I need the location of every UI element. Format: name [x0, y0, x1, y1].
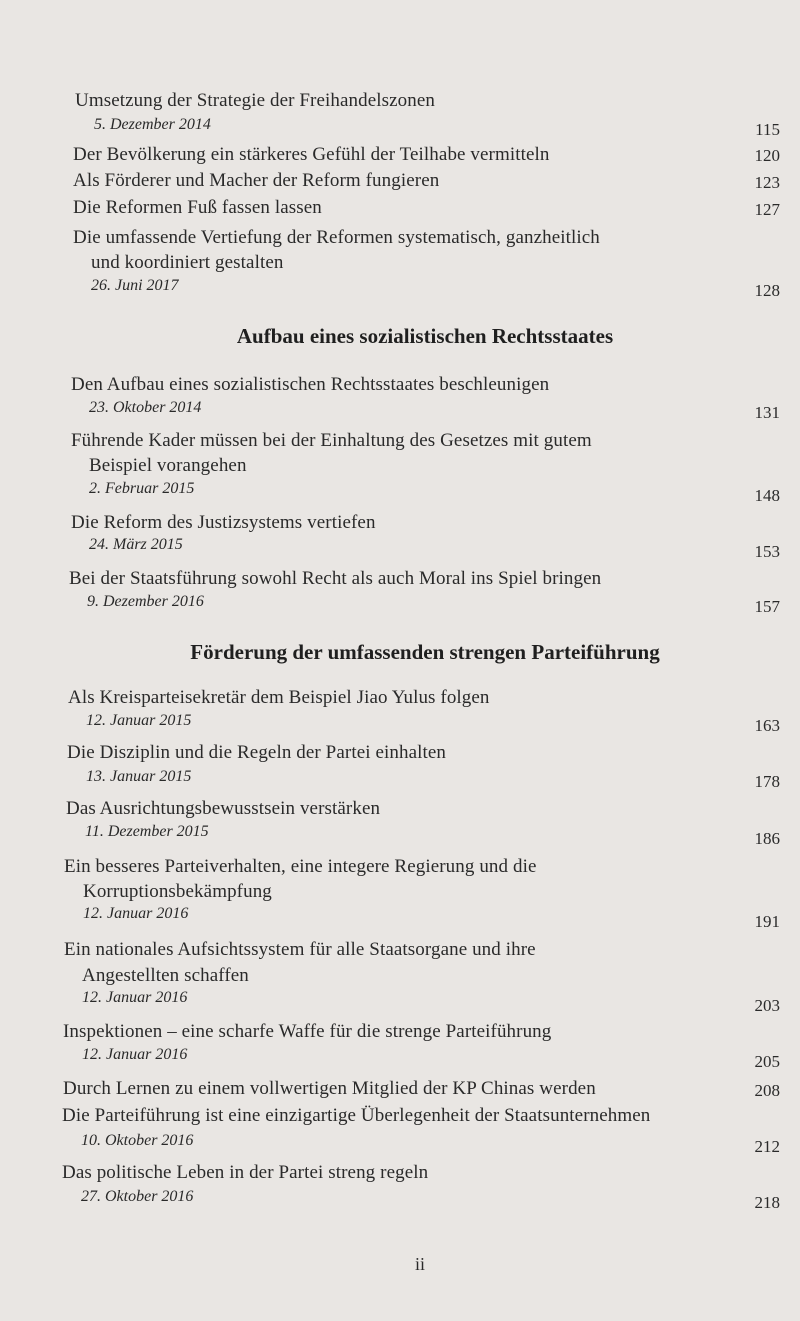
- entry-title: Ein nationales Aufsichtssystem für alle Staatsorgane und ihre: [64, 939, 536, 960]
- entry-page-number: 208: [754, 1081, 780, 1100]
- entry-page-number: 186: [754, 829, 780, 848]
- entry-title: Ein besseres Parteiverhalten, eine integere Regierung und die: [64, 856, 537, 877]
- entry-title: Durch Lernen zu einem vollwertigen Mitglied der KP Chinas werden: [63, 1078, 596, 1099]
- entry-title: Das politische Leben in der Partei streng regeln: [62, 1162, 429, 1183]
- entry-title-continuation: Korruptionsbekämpfung: [83, 881, 272, 902]
- entry-title: Als Kreisparteisekretär dem Beispiel Jiao Yulus folgen: [68, 687, 490, 708]
- entry-page-number: 127: [754, 200, 780, 219]
- entry-page-number: 203: [754, 996, 780, 1015]
- entry-page-number: 128: [754, 281, 780, 300]
- entry-title: Die Disziplin und die Regeln der Partei einhalten: [67, 742, 446, 763]
- entry-date: 26. Juni 2017: [91, 277, 179, 294]
- entry-date: 10. Oktober 2016: [81, 1132, 194, 1149]
- entry-date: 24. März 2015: [89, 536, 183, 553]
- entry-date: 2. Februar 2015: [89, 480, 195, 497]
- entry-title: Führende Kader müssen bei der Einhaltung des Gesetzes mit gutem: [71, 430, 592, 451]
- entry-date: 12. Januar 2016: [82, 989, 188, 1006]
- entry-title: Das Ausrichtungsbewusstsein verstärken: [66, 798, 381, 819]
- entry-title: Als Förderer und Macher der Reform fungieren: [73, 170, 440, 191]
- entry-date: 12. Januar 2015: [86, 712, 192, 729]
- entry-page-number: 148: [754, 486, 780, 505]
- entry-page-number: 212: [754, 1137, 780, 1156]
- entry-page-number: 123: [754, 173, 780, 192]
- entry-date: 5. Dezember 2014: [94, 116, 211, 133]
- entry-page-number: 205: [754, 1052, 780, 1071]
- entry-page-number: 131: [754, 403, 780, 422]
- entry-title: Die umfassende Vertiefung der Reformen systematisch, ganzheitlich: [73, 227, 600, 248]
- entry-date: 12. Januar 2016: [82, 1046, 188, 1063]
- entry-title-continuation: Angestellten schaffen: [82, 965, 249, 986]
- entry-title: Inspektionen – eine scharfe Waffe für die strenge Parteiführung: [63, 1021, 552, 1042]
- entry-date: 27. Oktober 2016: [81, 1188, 194, 1205]
- entry-title: Umsetzung der Strategie der Freihandelszonen: [75, 90, 436, 111]
- entry-title: Die Reformen Fuß fassen lassen: [73, 197, 322, 218]
- entry-page-number: 120: [754, 146, 780, 165]
- page-number-footer: ii: [414, 1254, 425, 1274]
- entry-date: 12. Januar 2016: [83, 905, 189, 922]
- section-heading: Förderung der umfassenden strengen Parteiführung: [190, 640, 660, 664]
- entry-date: 11. Dezember 2015: [85, 823, 209, 840]
- entry-page-number: 157: [754, 597, 780, 616]
- entry-date: 9. Dezember 2016: [87, 593, 204, 610]
- entry-title-continuation: Beispiel vorangehen: [89, 455, 247, 476]
- entry-page-number: 218: [754, 1193, 780, 1212]
- entry-title: Bei der Staatsführung sowohl Recht als auch Moral ins Spiel bringen: [69, 568, 602, 589]
- entry-title-continuation: und koordiniert gestalten: [91, 252, 284, 273]
- entry-page-number: 163: [754, 716, 780, 735]
- entry-date: 13. Januar 2015: [86, 768, 192, 785]
- entry-title: Die Reform des Justizsystems vertiefen: [71, 512, 376, 533]
- entry-page-number: 191: [754, 912, 780, 931]
- entry-page-number: 115: [755, 120, 780, 139]
- entry-title: Die Parteiführung ist eine einzigartige Überlegenheit der Staatsunternehmen: [62, 1105, 651, 1126]
- section-heading: Aufbau eines sozialistischen Rechtsstaates: [236, 324, 614, 348]
- entry-page-number: 153: [754, 542, 780, 561]
- entry-date: 23. Oktober 2014: [89, 399, 202, 416]
- entry-page-number: 178: [754, 772, 780, 791]
- entry-title: Den Aufbau eines sozialistischen Rechtsstaates beschleunigen: [71, 374, 550, 395]
- entry-title: Der Bevölkerung ein stärkeres Gefühl der Teilhabe vermitteln: [73, 144, 550, 165]
